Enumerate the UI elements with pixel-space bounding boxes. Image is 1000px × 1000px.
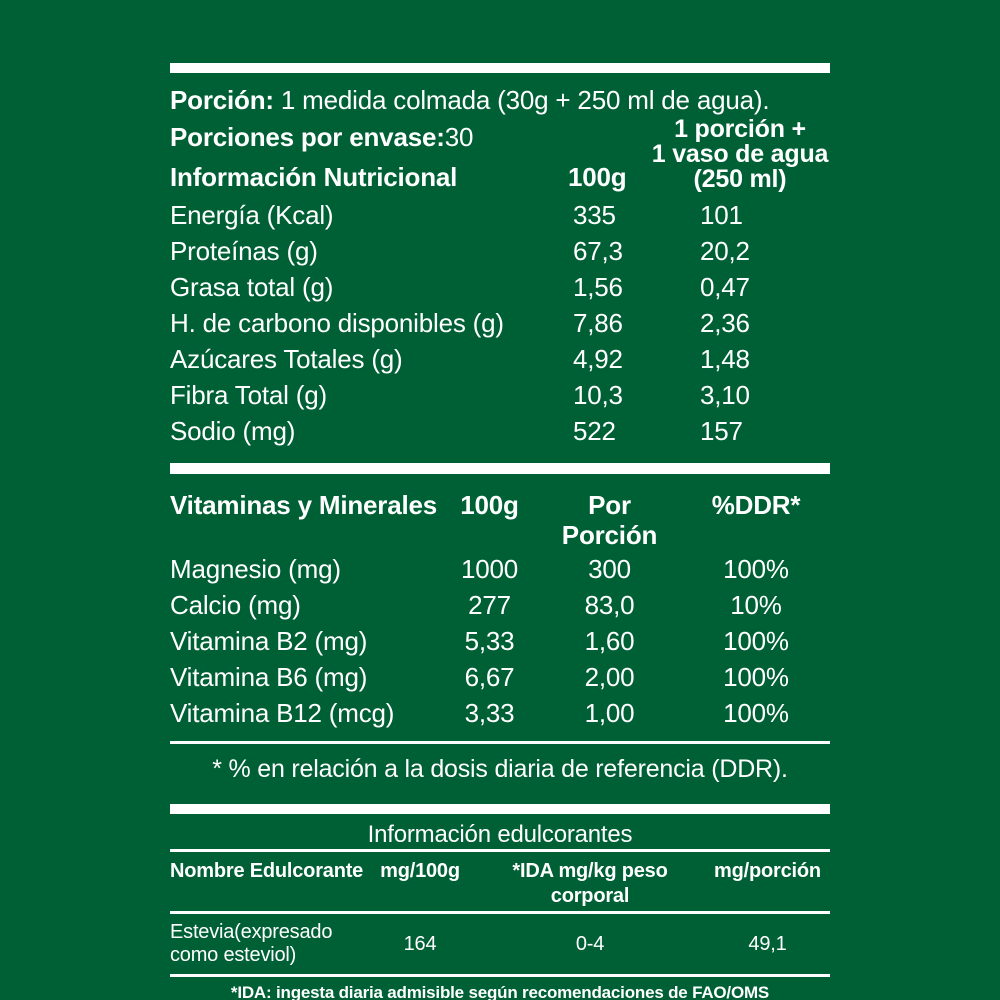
row-portion: 2,36 <box>700 308 750 338</box>
divider-thin <box>170 741 830 744</box>
nutrition-table <box>170 200 830 446</box>
ida-footnote: *IDA: ingesta diaria admisible según recomendaciones de FAO/OMS <box>230 983 770 1000</box>
divider-sweeteners-thick <box>170 804 830 814</box>
sweeteners-column-mgportion: mg/porción <box>714 860 821 882</box>
nutrition-header-left <box>170 122 568 192</box>
sweetener-ida: 0-4 <box>575 932 605 955</box>
ddr-footnote: * % en relación a la dosis diaria de referencia (DDR). <box>212 755 788 783</box>
table-row <box>170 662 830 692</box>
row-label: Vitamina B12 (mcg) <box>170 698 395 728</box>
servings-per-container-line <box>170 122 568 152</box>
row-portion: 1,60 <box>584 626 635 656</box>
row-per100g: 4,92 <box>573 344 623 374</box>
vitamins-column-ddr: %DDR* <box>711 490 801 520</box>
row-ddr: 100% <box>723 554 789 584</box>
sweeteners-title: Información edulcorantes <box>367 821 633 848</box>
table-row <box>170 272 830 302</box>
row-label: Proteínas (g) <box>170 236 318 266</box>
divider-top-thick <box>170 63 830 73</box>
row-portion: 157 <box>700 416 743 446</box>
serving-size-label: Porción: <box>170 85 274 115</box>
serving-size-line <box>170 85 830 115</box>
vitamins-column-100g: 100g <box>460 490 519 520</box>
row-per100g: 335 <box>573 200 616 230</box>
nutrition-title: Información Nutricional <box>170 162 458 192</box>
row-ddr: 10% <box>730 590 782 620</box>
row-label: Azúcares Totales (g) <box>170 344 403 374</box>
table-row <box>170 416 830 446</box>
table-row <box>170 344 830 374</box>
divider-thin <box>170 849 830 852</box>
table-row <box>170 308 830 338</box>
row-portion: 20,2 <box>700 236 750 266</box>
row-per100g: 1,56 <box>573 272 623 302</box>
nutrition-label-panel <box>170 0 830 1000</box>
table-row <box>170 554 830 584</box>
row-per100g: 10,3 <box>573 380 623 410</box>
sweetener-mgportion: 49,1 <box>748 932 787 955</box>
vitamins-column-portion: Por Porción <box>561 490 658 550</box>
vitamins-title: Vitaminas y Minerales <box>170 490 438 520</box>
nutrition-header <box>170 117 830 192</box>
row-label: Energía (Kcal) <box>170 200 334 230</box>
sweetener-mg100g: 164 <box>403 932 437 955</box>
row-per100g: 277 <box>468 590 511 620</box>
sweeteners-column-mg100g: mg/100g <box>380 860 460 882</box>
row-label: Grasa total (g) <box>170 272 334 302</box>
row-label: Fibra Total (g) <box>170 380 327 410</box>
row-label: H. de carbono disponibles (g) <box>170 308 504 338</box>
row-portion: 1,00 <box>584 698 635 728</box>
row-per100g: 67,3 <box>573 236 623 266</box>
serving-size-value: 1 medida colmada (30g + 250 ml de agua). <box>273 85 770 115</box>
sweeteners-column-ida: *IDA mg/kg peso corporal <box>512 860 668 907</box>
vitamins-header <box>170 490 830 550</box>
table-row <box>170 921 830 967</box>
table-row <box>170 236 830 266</box>
sweetener-name: Estevia(expresado como esteviol) <box>170 921 333 966</box>
row-portion: 0,47 <box>700 272 750 302</box>
row-label: Calcio (mg) <box>170 590 301 620</box>
row-per100g: 7,86 <box>573 308 623 338</box>
column-header-portion <box>650 117 830 192</box>
row-portion: 101 <box>700 200 743 230</box>
row-label: Sodio (mg) <box>170 416 296 446</box>
table-row <box>170 626 830 656</box>
table-row <box>170 380 830 410</box>
row-portion: 83,0 <box>584 590 635 620</box>
row-ddr: 100% <box>723 662 789 692</box>
column-header-portion-line1: 1 porción + <box>674 115 806 143</box>
row-per100g: 6,67 <box>464 662 515 692</box>
vitamins-table <box>170 554 830 728</box>
divider-thin <box>170 974 830 977</box>
column-header-100g: 100g <box>568 162 627 192</box>
row-portion: 1,48 <box>700 344 750 374</box>
servings-per-container-value: 30 <box>444 122 474 152</box>
divider-thin <box>170 911 830 914</box>
row-label: Vitamina B6 (mg) <box>170 662 368 692</box>
row-ddr: 100% <box>723 626 789 656</box>
column-header-portion-line2: 1 vaso de agua <box>651 140 829 168</box>
servings-per-container-label: Porciones por envase: <box>170 122 445 152</box>
row-per100g: 3,33 <box>464 698 515 728</box>
row-portion: 3,10 <box>700 380 750 410</box>
row-portion: 300 <box>588 554 631 584</box>
column-header-portion-line3: (250 ml) <box>693 165 787 193</box>
sweeteners-header <box>170 859 830 909</box>
row-per100g: 522 <box>573 416 616 446</box>
row-per100g: 5,33 <box>464 626 515 656</box>
sweeteners-column-name: Nombre Edulcorante <box>170 860 364 882</box>
table-row <box>170 590 830 620</box>
row-label: Magnesio (mg) <box>170 554 341 584</box>
table-row <box>170 698 830 728</box>
row-label: Vitamina B2 (mg) <box>170 626 368 656</box>
row-per100g: 1000 <box>460 554 519 584</box>
row-ddr: 100% <box>723 698 789 728</box>
divider-vitamins-thick <box>170 463 830 474</box>
table-row <box>170 200 830 230</box>
row-portion: 2,00 <box>584 662 635 692</box>
